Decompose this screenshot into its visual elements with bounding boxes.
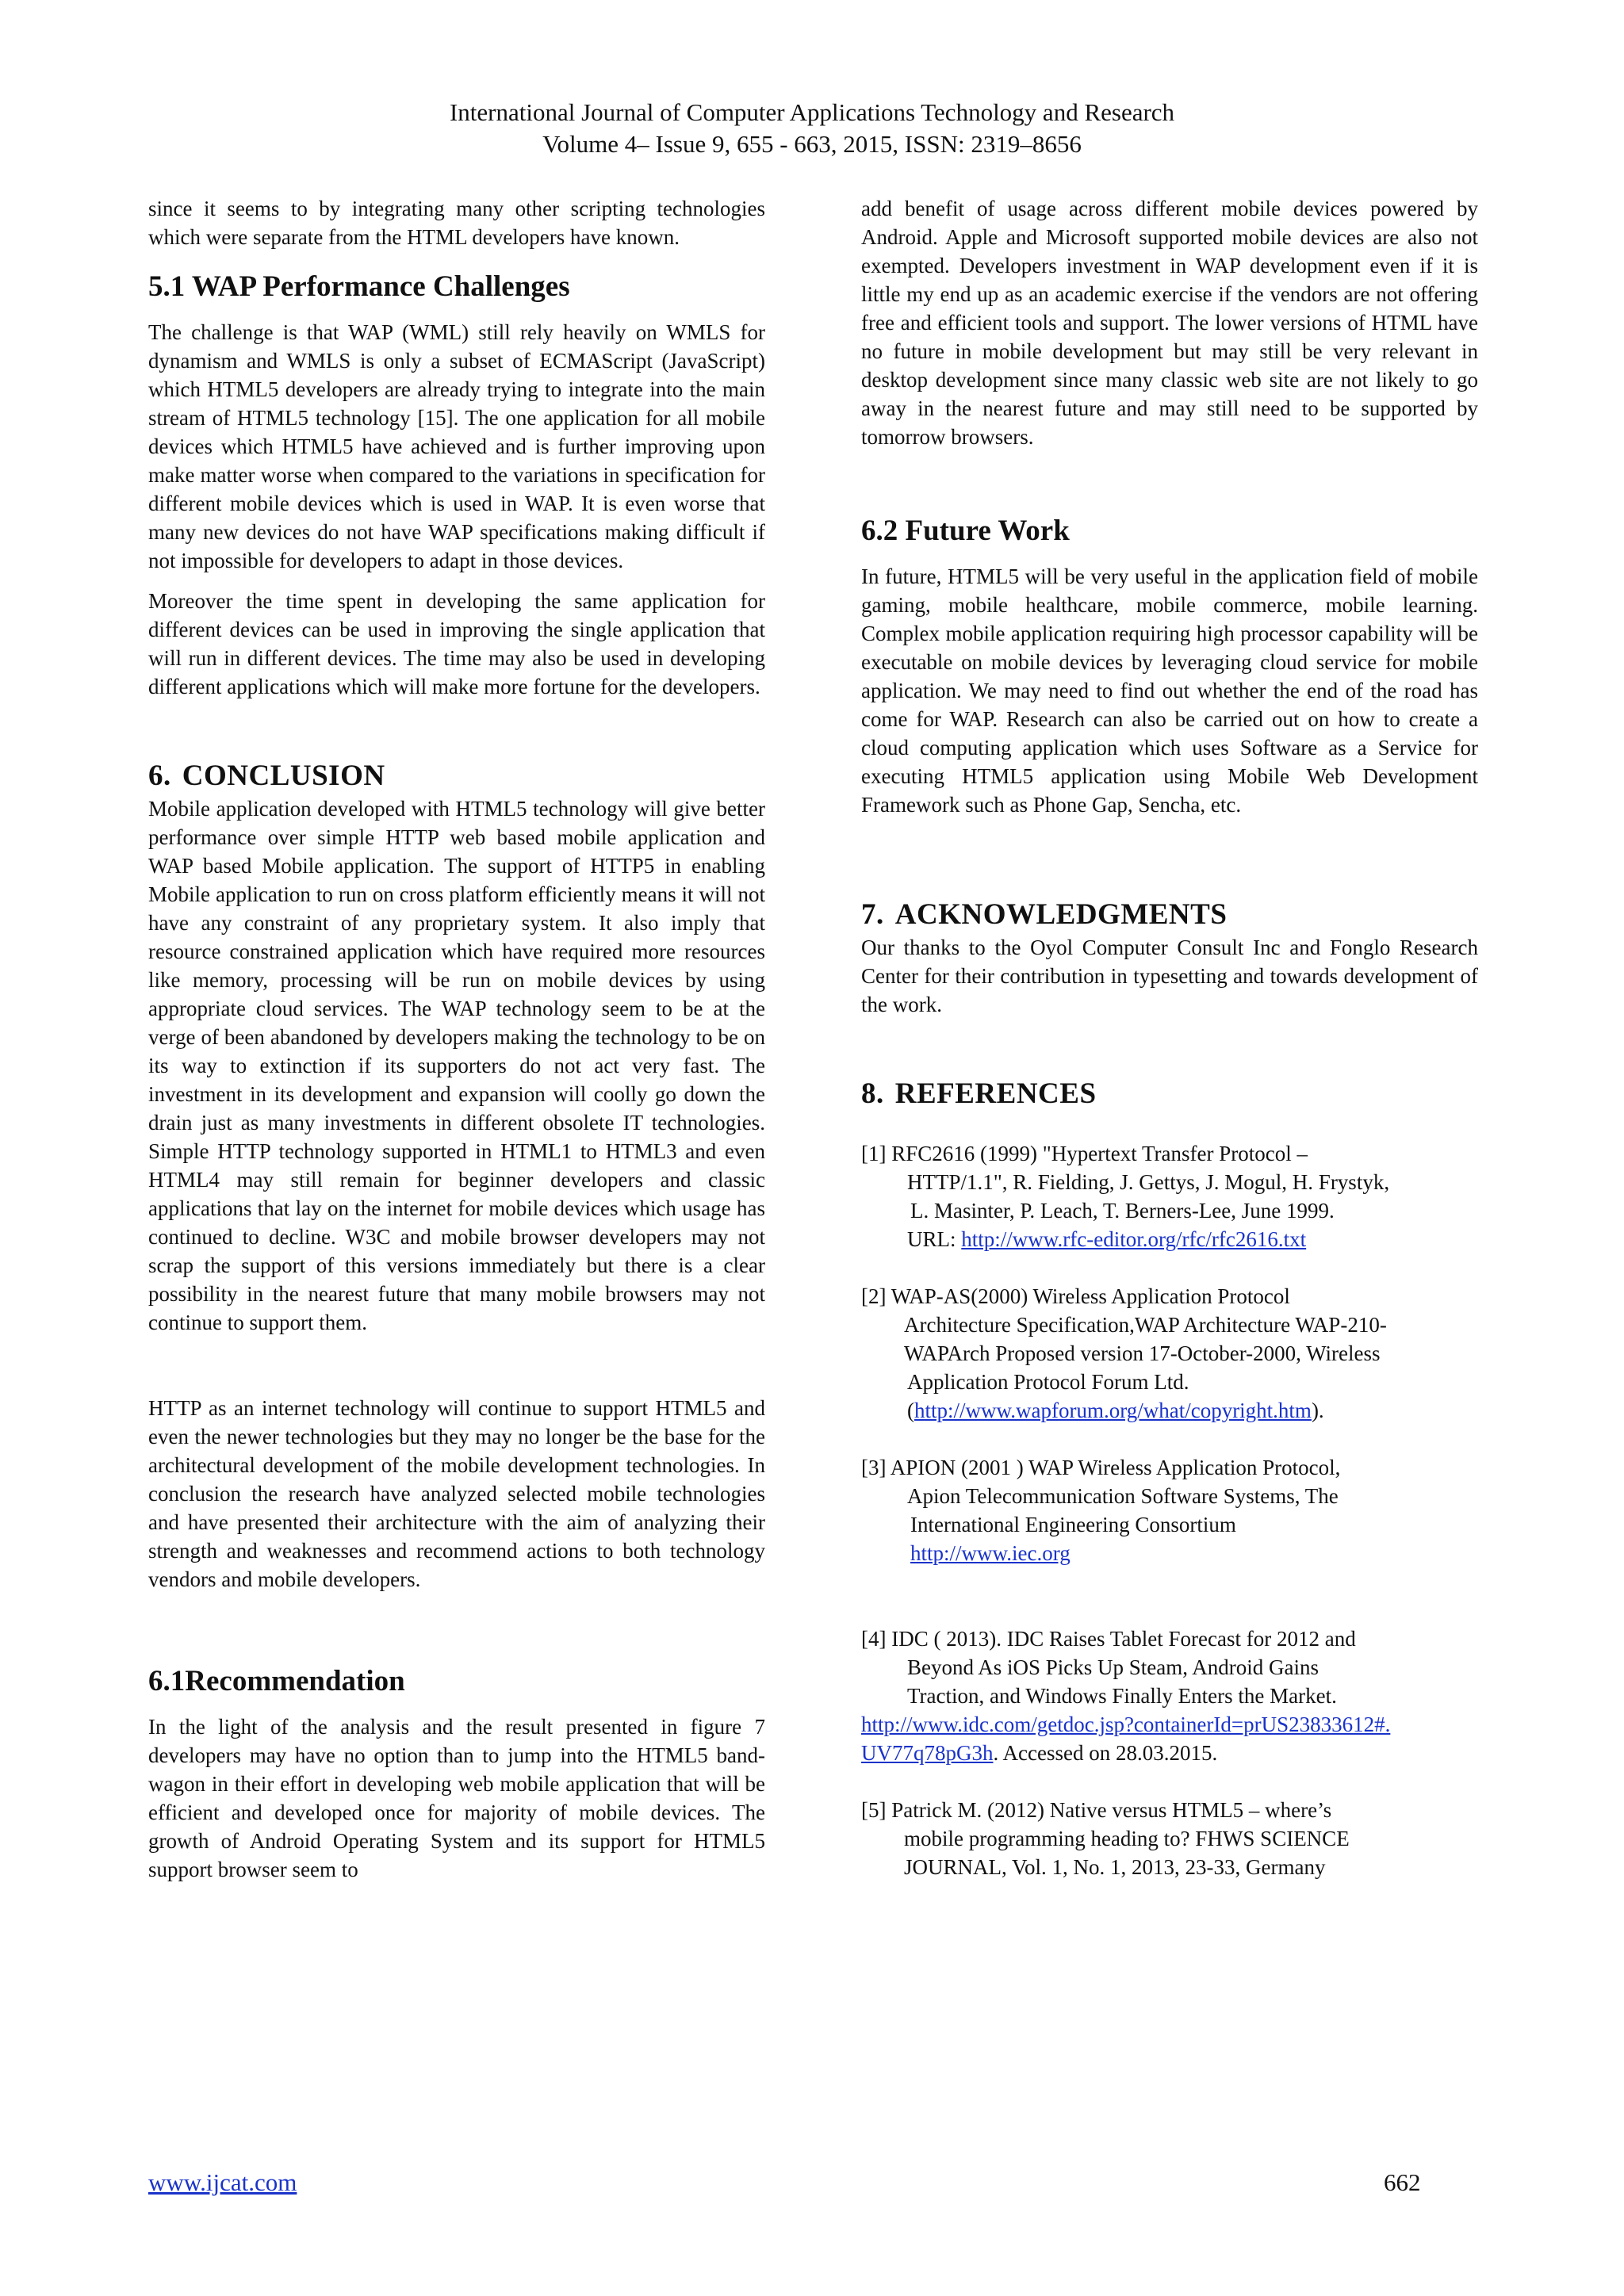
left-column	[148, 194, 765, 1884]
right-column	[861, 194, 1478, 1881]
reference-2-line-1: [2] WAP-AS(2000) Wireless Application Protocol	[861, 1284, 1290, 1308]
reference-3-line-2: Apion Telecommunication Software Systems, The	[907, 1484, 1339, 1508]
section-6-2-heading: 6.2 Future Work	[861, 515, 1070, 547]
section-8-title: REFERENCES	[894, 1077, 1097, 1110]
journal-volume: Volume 4– Issue 9, 655 - 663, 2015, ISSN: 2319–8656	[542, 130, 1082, 158]
section-8-heading	[861, 1076, 1478, 1112]
page-number: 662	[1384, 2168, 1421, 2196]
reference-1-line-3: L. Masinter, P. Leach, T. Berners-Lee, June 1999.	[910, 1199, 1335, 1223]
section-7-paragraph: Our thanks to the Oyol Computer Consult Inc and Fonglo Research Center for their contribution in typesetting and towards development of the work.	[861, 936, 1478, 1016]
section-6-paragraph-2: HTTP as an internet technology will continue to support HTML5 and even the newer technologies but they may no longer be the base for the architectural development of the mobile development technologies. In conclusion the research have analyzed selected mobile technologies and have presented their architecture with the aim of analyzing their strength and weaknesses and recommend actions to both technology vendors and mobile developers.	[148, 1396, 765, 1591]
section-5-1-paragraph-1: The challenge is that WAP (WML) still rely heavily on WMLS for dynamism and WMLS is only a subset of ECMAScript (JavaScript) which HTML5 developers are already trying to integrate into the main stream of HTML5 technology [15]. The one application for all mobile devices which HTML5 have achieved and is further improving upon make matter worse when compared to the variations in specification for different mobile devices which is used in WAP. It is even worse that many new devices do not have WAP specifications making difficult if not impossible for developers to adapt in those devices.	[148, 320, 765, 572]
section-6-paragraph-1: Mobile application developed with HTML5 technology will give better performance over simple HTTP web based mobile application and WAP based Mobile application. The support of HTTP5 in enabling Mobile application to run on cross platform efficiently means it will not have any constraint of any proprietary system. It also imply that resource constrained application which have required more resources like memory, processing will be run on mobile devices by using appropriate cloud services. The WAP technology seem to be at the verge of been abandoned by developers making the technology to be on its way to extinction if its supporters do not act very fast. The investment in its development and expansion will coolly go down the drain just as many investments in different obsolete IT technologies. Simple HTTP technology supported in HTML1 to HTML3 and even HTML4 may still remain for beginner developers and classic applications that lay on the internet for mobile devices which usage has continued to decline. W3C and mobile browser developers may not scrap the support of this versions immediately but there is a clear possibility in the nearest future that many mobile browsers may not continue to support them.	[148, 797, 765, 1334]
reference-1	[861, 1139, 1478, 1253]
section-6-heading	[148, 758, 765, 794]
reference-2-line-5	[861, 1396, 1478, 1425]
reference-4-link-part-1[interactable]: http://www.idc.com/getdoc.jsp?containerId=prUS23833612#.	[861, 1712, 1391, 1736]
section-6-1-heading: 6.1Recommendation	[148, 1665, 405, 1697]
continued-paragraph: add benefit of usage across different mobile devices powered by Android. Apple and Microsoft supported mobile devices are also not exempted. Developers investment in WAP development even if it is little my end up as an academic exercise if the vendors are not offering free and efficient tools and support. The lower versions of HTML have no future in mobile development but may still be very relevant in desktop development since many classic web site are not likely to go away in the nearest future and may still need to be supported by tomorrow browsers.	[861, 197, 1478, 449]
reference-3-line-4	[861, 1539, 1478, 1567]
intro-paragraph: since it seems to by integrating many other scripting technologies which were separate from the HTML developers have known.	[148, 197, 765, 249]
reference-5-line-2: mobile programming heading to? FHWS SCIENCE	[904, 1827, 1350, 1850]
reference-1-link[interactable]: http://www.rfc-editor.org/rfc/rfc2616.txt	[961, 1227, 1307, 1251]
reference-2-open-paren: (	[907, 1399, 914, 1422]
section-7-heading	[861, 897, 1478, 933]
reference-3-line-1: [3] APION (2001 ) WAP Wireless Application Protocol,	[861, 1456, 1341, 1479]
reference-2-line-3: WAPArch Proposed version 17-October-2000, Wireless	[904, 1341, 1381, 1365]
reference-1-line-1: [1] RFC2616 (1999) "Hypertext Transfer Protocol –	[861, 1142, 1308, 1165]
reference-4-link-part-2[interactable]: UV77q78pG3h	[861, 1741, 994, 1765]
reference-2-line-4: Application Protocol Forum Ltd.	[907, 1370, 1189, 1394]
reference-4-line-4	[861, 1710, 1478, 1739]
reference-2-close-paren: ).	[1311, 1399, 1324, 1422]
reference-5-line-3: JOURNAL, Vol. 1, No. 1, 2013, 23-33, Germany	[904, 1855, 1326, 1879]
section-5-1-paragraph-2: Moreover the time spent in developing the same application for different devices can be used in improving the single application that will run in different devices. The time may also be used in developing different applications which will make more fortune for the developers.	[148, 589, 765, 698]
reference-2-link[interactable]: http://www.wapforum.org/what/copyright.htm	[914, 1399, 1312, 1422]
journal-title: International Journal of Computer Applications Technology and Research	[449, 98, 1175, 126]
section-6-title: CONCLUSION	[182, 760, 385, 792]
reference-4-line-5	[861, 1739, 1478, 1767]
reference-5-line-1: [5] Patrick M. (2012) Native versus HTML5 – where’s	[861, 1798, 1332, 1822]
section-7-title: ACKNOWLEDGMENTS	[894, 898, 1228, 931]
reference-2-line-2: Architecture Specification,WAP Architecture WAP-210-	[904, 1313, 1387, 1337]
reference-3-line-3: International Engineering Consortium	[910, 1513, 1236, 1536]
reference-1-url-prefix: URL:	[907, 1227, 962, 1251]
reference-4-line-1: [4] IDC ( 2013). IDC Raises Tablet Forecast for 2012 and	[861, 1627, 1356, 1651]
reference-4-accessed: . Accessed on 28.03.2015.	[993, 1741, 1218, 1765]
section-5-1-heading: 5.1 WAP Performance Challenges	[148, 270, 570, 303]
reference-4-line-3: Traction, and Windows Finally Enters the Market.	[907, 1684, 1337, 1708]
reference-4-line-2: Beyond As iOS Picks Up Steam, Android Gains	[907, 1655, 1320, 1679]
section-8-number: 8.	[861, 1077, 884, 1110]
section-6-2-paragraph: In future, HTML5 will be very useful in the application field of mobile gaming, mobile healthcare, mobile commerce, mobile learning. Complex mobile application requiring high processor capability will be executable on mobile devices by leveraging cloud service for mobile application. We may need to find out whether the end of the road has come for WAP. Research can also be carried out on how to create a cloud computing application which uses Software as a Service for executing HTML5 application using Mobile Web Development Framework such as Phone Gap, Sencha, etc.	[861, 564, 1478, 817]
reference-1-line-4	[861, 1225, 1478, 1253]
journal-header	[0, 97, 1624, 160]
reference-4	[861, 1624, 1478, 1767]
section-7-number: 7.	[861, 898, 884, 931]
reference-1-line-2: HTTP/1.1", R. Fielding, J. Gettys, J. Mogul, H. Frystyk,	[907, 1170, 1390, 1194]
footer-website-link[interactable]: www.ijcat.com	[148, 2168, 297, 2196]
section-6-1-paragraph: In the light of the analysis and the result presented in figure 7 developers may have no option than to jump into the HTML5 band-wagon in their effort in developing web mobile application that will be efficient and developed once for majority of mobile devices. The growth of Android Operating System and its support for HTML5 support browser seem to	[148, 1715, 765, 1881]
reference-5	[861, 1796, 1478, 1881]
reference-3	[861, 1453, 1478, 1567]
reference-3-link[interactable]: http://www.iec.org	[910, 1541, 1071, 1565]
section-6-number: 6.	[148, 760, 171, 792]
reference-2	[861, 1282, 1478, 1425]
